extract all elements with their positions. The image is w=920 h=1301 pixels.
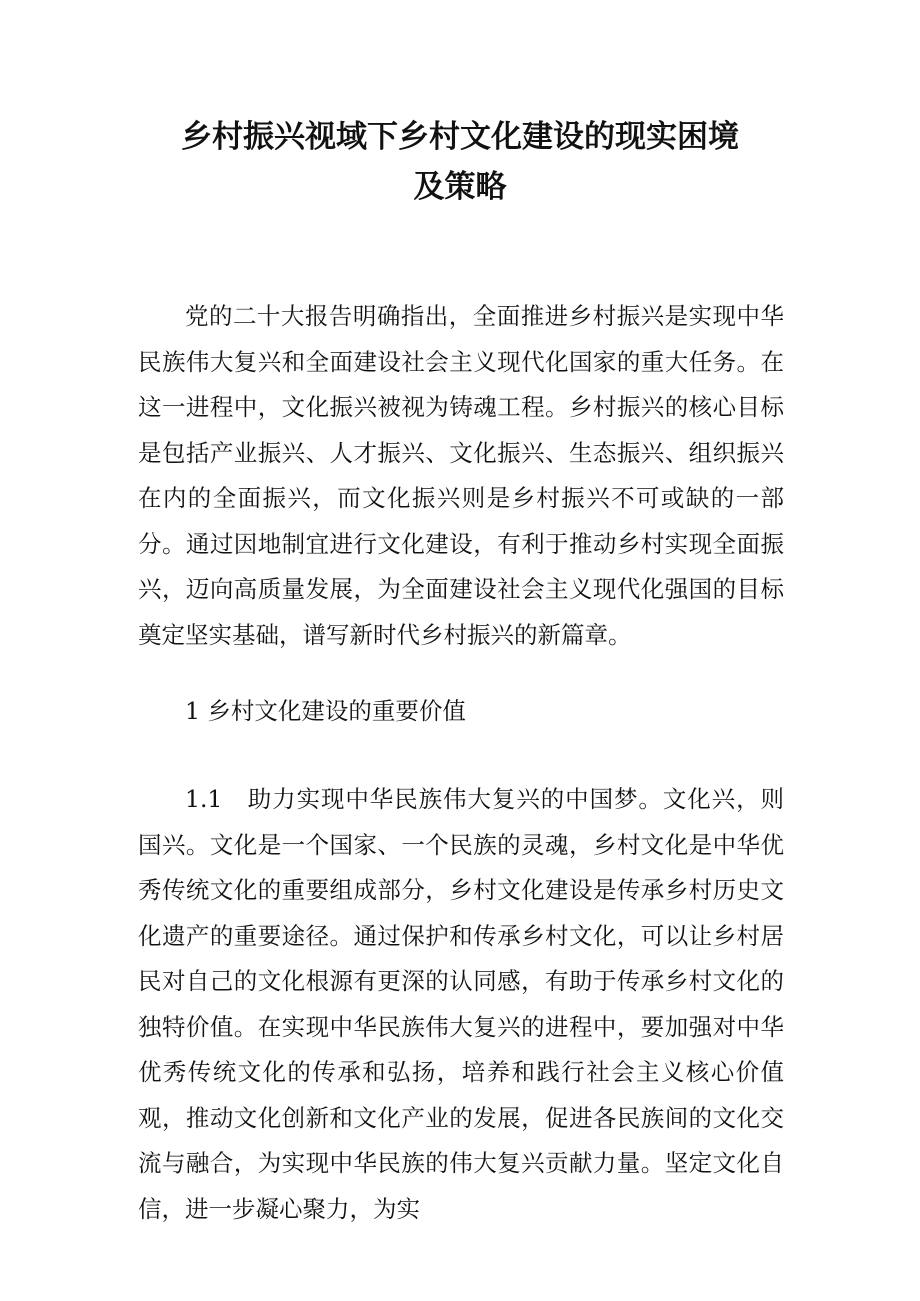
intro-paragraph: 党的二十大报告明确指出，全面推进乡村振兴是实现中华民族伟大复兴和全面建设社会主义现代化国家的重大任务。在这一进程中，文化振兴被视为铸魂工程。乡村振兴的核心目标是包括产业振兴、人才振兴、文化振兴、生态振兴、组织振兴在内的全面振兴，而文化振兴则是乡村振兴不可或缺的一部分。通过因地制宜进行文化建设，有利于推动乡村实现全面振兴，迈向高质量发展，为全面建设社会主义现代化强国的目标奠定坚实基础，谱写新时代乡村振兴的新篇章。 [138, 302, 784, 649]
section-1-1-paragraph: 1.1 助力实现中华民族伟大复兴的中国梦。文化兴，则国兴。文化是一个国家、一个民族的灵魂，乡村文化是中华优秀传统文化的重要组成部分，乡村文化建设是传承乡村历史文化遗产的重要途径。通过保护和传承乡村文化，可以让乡村居民对自己的文化根源有更深的认同感，有助于传承乡村文化的独特价值。在实现中华民族伟大复兴的进程中，要加强对中华优秀传统文化的传承和弘扬，培养和践行社会主义核心价值观，推动文化创新和文化产业的发展，促进各民族间的文化交流与融合，为实现中华民族的伟大复兴贡献力量。坚定文化自信，进一步凝心聚力，为实 [138, 785, 784, 1223]
title-line-2: 及策略 [413, 169, 507, 205]
document-title [0, 112, 920, 212]
title-line-1: 乡村振兴视域下乡村文化建设的现实困境 [181, 119, 739, 155]
section-heading: 1 乡村文化建设的重要价值 [185, 697, 466, 725]
